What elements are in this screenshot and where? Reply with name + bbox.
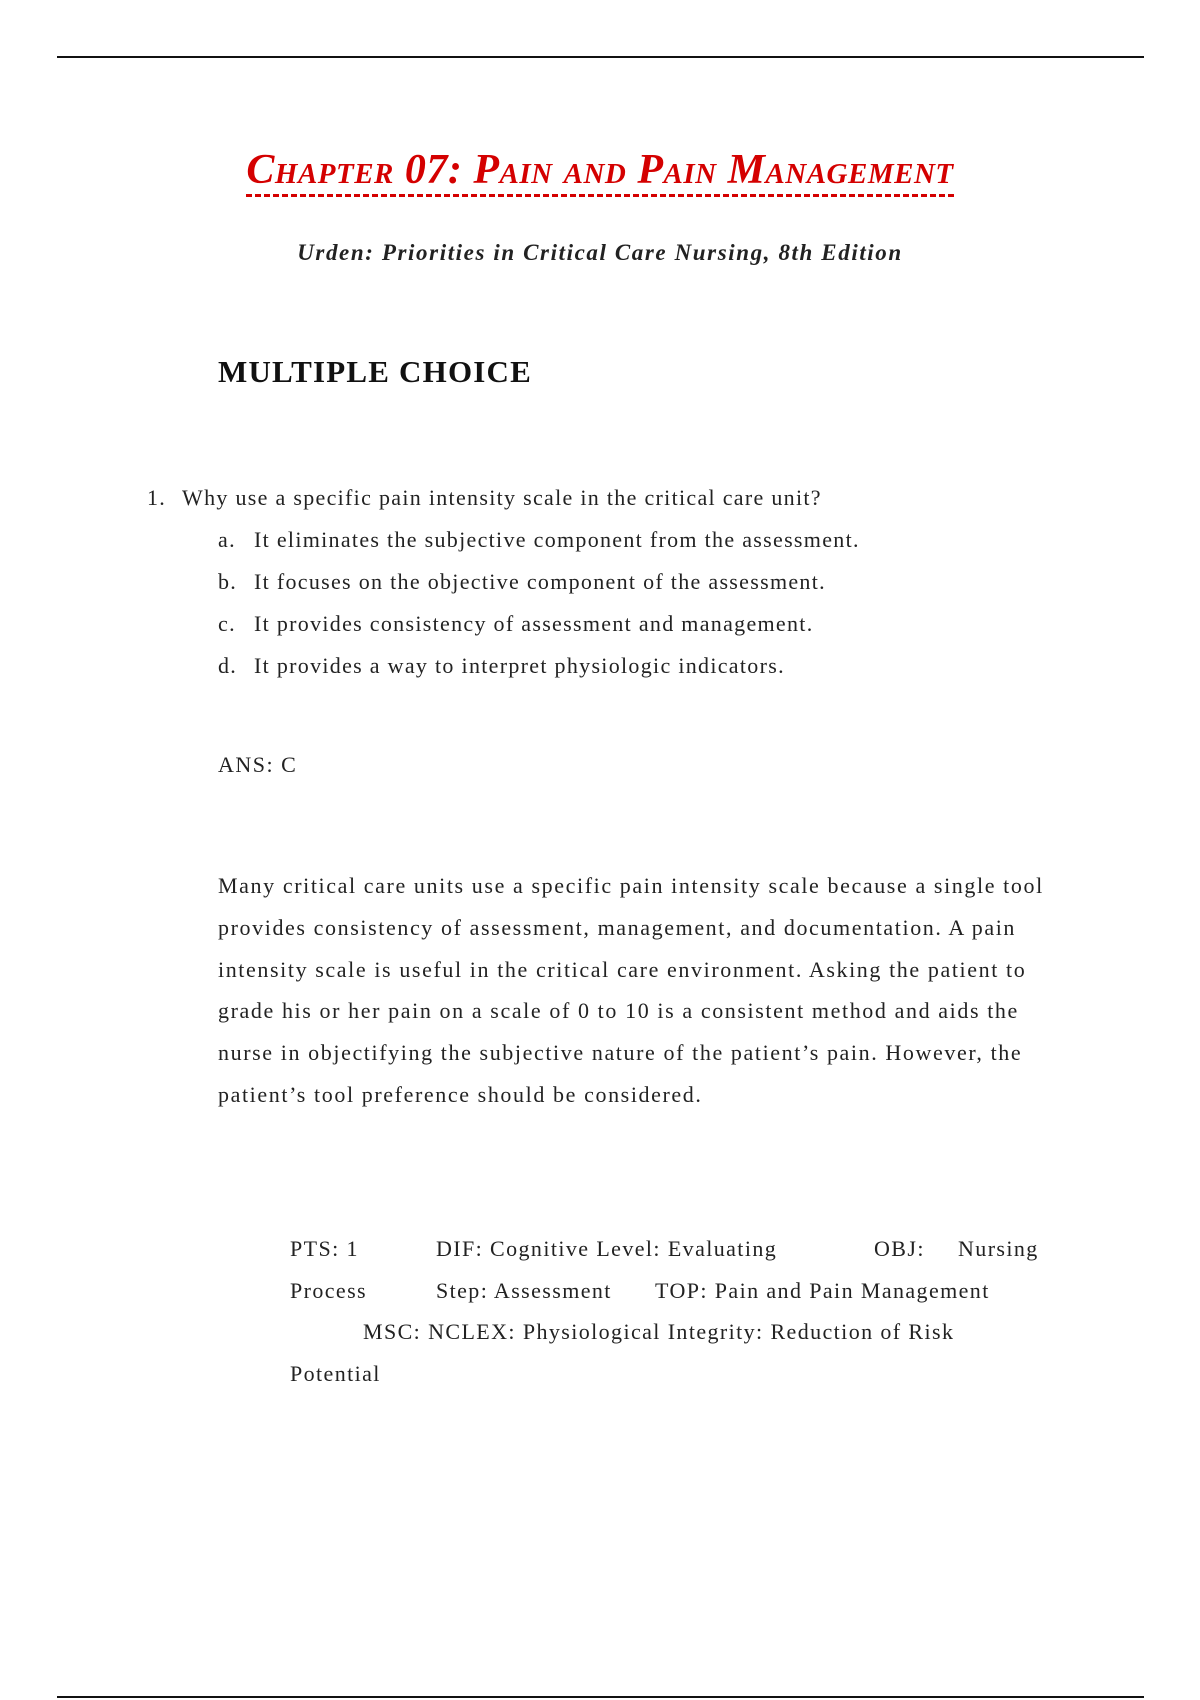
option-d <box>218 651 860 693</box>
metadata-row-1 <box>290 1228 1060 1270</box>
rationale-paragraph: Many critical care units use a specific pain intensity scale because a single tool provides consistency of assessment, management, and documentation. A pain intensity scale is useful in the critical care environment. Asking the patient to grade his or her pain on a scale of 0 to 10 is a consistent method and aids the nurse in objectifying the subjective nature of the patient’s pain. However, the patient’s tool preference should be considered. <box>218 873 1044 1107</box>
option-text: It provides a way to interpret physiologic indicators. <box>254 653 785 678</box>
option-letter: a. <box>218 527 236 552</box>
option-text: It eliminates the subjective component from the assessment. <box>254 527 860 552</box>
dif-label: DIF: Cognitive Level: Evaluating <box>436 1236 778 1261</box>
top-label: TOP: Pain and Pain Management <box>655 1277 990 1303</box>
question-text: Why use a specific pain intensity scale in the critical care unit? <box>182 485 822 510</box>
option-letter: c. <box>218 611 236 636</box>
obj-value-continued: Process <box>290 1277 368 1303</box>
option-text: It provides consistency of assessment and management. <box>254 611 814 636</box>
option-c <box>218 609 860 651</box>
metadata-row-2 <box>290 1270 1060 1312</box>
msc-label-continued: Potential <box>290 1360 381 1386</box>
metadata-row-4 <box>290 1353 1060 1395</box>
pts-label: PTS: 1 <box>290 1236 359 1261</box>
msc-label: MSC: NCLEX: Physiological Integrity: Reduction of Risk <box>363 1319 955 1344</box>
obj-value: Nursing <box>958 1236 1039 1261</box>
option-letter: d. <box>218 653 238 678</box>
question-number: 1. <box>147 485 167 510</box>
metadata-row-3 <box>290 1311 1060 1353</box>
obj-label: OBJ: <box>874 1236 925 1261</box>
top-rule <box>57 56 1144 58</box>
question-metadata <box>290 1228 1060 1394</box>
option-letter: b. <box>218 569 238 594</box>
chapter-title <box>0 148 1200 197</box>
option-a <box>218 525 860 567</box>
option-b <box>218 567 860 609</box>
option-text: It focuses on the objective component of the assessment. <box>254 569 826 594</box>
chapter-title-text: Chapter 07: Pain and Pain Management <box>246 148 953 197</box>
section-heading: MULTIPLE CHOICE <box>218 354 532 389</box>
answer-options <box>218 525 860 693</box>
question-stem <box>147 485 822 511</box>
step-label: Step: Assessment <box>436 1277 612 1303</box>
bottom-rule <box>57 1696 1144 1698</box>
book-subtitle: Urden: Priorities in Critical Care Nursing, 8th Edition <box>297 240 903 265</box>
answer-key: ANS: C <box>218 752 298 777</box>
